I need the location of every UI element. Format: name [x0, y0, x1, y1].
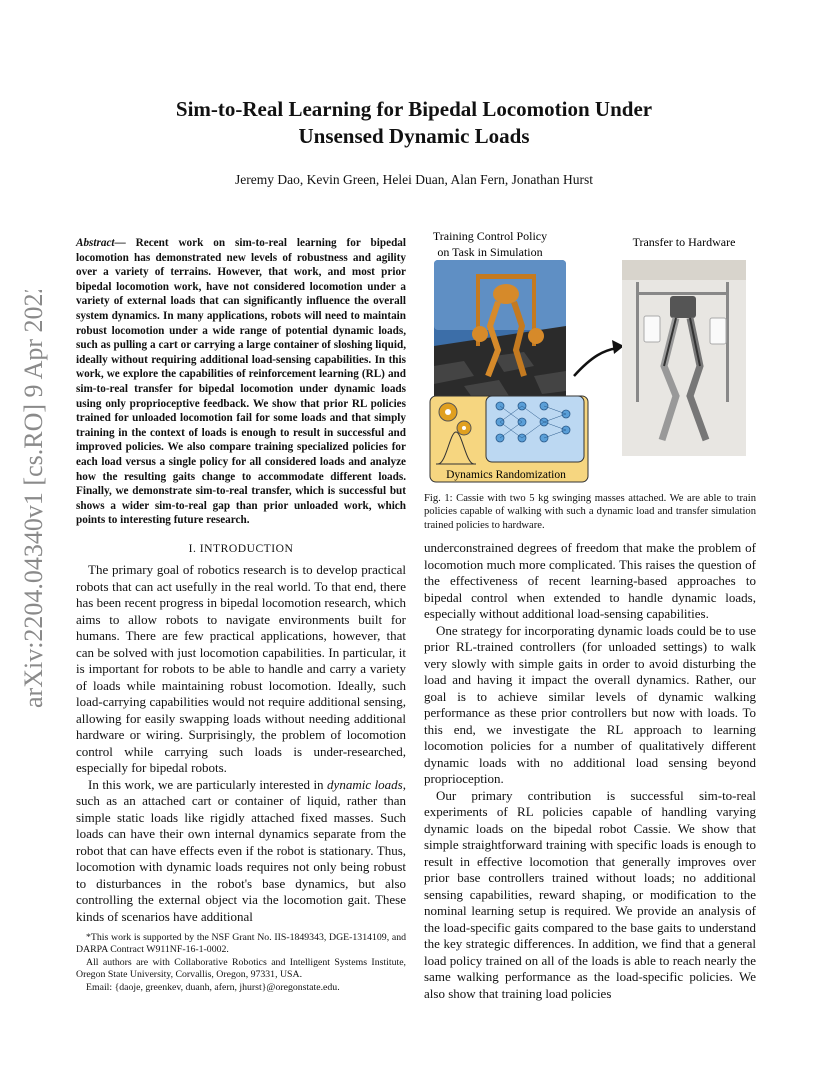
intro-p2-emphasis: dynamic loads [327, 776, 403, 792]
transfer-arrow-icon [574, 348, 618, 376]
intro-left-column [76, 562, 406, 925]
paper-title [100, 96, 728, 150]
footnotes [76, 932, 406, 994]
footnote-funding: *This work is supported by the NSF Grant No. IIS-1849343, DGE-1314109, and DARPA Contract W911NF-16-1-0002. [76, 932, 406, 956]
section-heading-introduction: I. INTRODUCTION [188, 542, 294, 555]
right-paragraph-continued: underconstrained degrees of freedom that make the problem of locomotion much more complicated. This raises the question of the effectiveness of recent learning-based approaches to bipedal control when extended to handle dynamic loads, especially without additional load-sensing capabilities. [424, 540, 756, 621]
figure-label-sim-1: Training Control Policy [432, 229, 548, 243]
simulation-render [434, 260, 566, 400]
figure-label-sim-2: on Task in Simulation [437, 245, 543, 259]
intro-right-column [424, 540, 756, 1002]
footnote-email: Email: {daoje, greenkev, duanh, afern, jhurst}@oregonstate.edu. [86, 981, 340, 993]
figure-label-dynamics-randomization: Dynamics Randomization [446, 469, 566, 481]
intro-p2-start: In this work, we are particularly interested in [88, 776, 328, 792]
arxiv-identifier-text: arXiv:2204.04340v1 [cs.RO] 9 Apr 2022 [19, 290, 48, 708]
right-paragraph-contribution: Our primary contribution is successful sim-to-real experiments of RL policies capable of handling varying dynamic loads on the bipedal robot Cassie. We show that simple straightforward training with specific loads is enough to result in effective locomotion that generally improves over prior base controllers trained without loads; no additional sensing capabilities, reward shaping, or modification to the nominal learning setup is required. We provide an analysis of the load-specific gaits compared to the base gaits to understand the key strategic differences. In addition, we find that a general load policy trained on all of the loads is able to reach nearly the same walking performance as the load-specific policies. We also show that training load policies [424, 787, 756, 1001]
arxiv-identifier [2, 290, 52, 710]
abstract-label: Abstract [76, 237, 115, 249]
title-line-2: Unsensed Dynamic Loads [298, 124, 530, 148]
intro-p2-end: , such as an attached cart or container of liquid, rather than simple static loads like rigidly attached fixed masses. Such loads can have their own internal dynamics separate from the robot that can have effects even if the robot is stationary. Thus, locomotion with dynamic loads requires not only being robust to disturbances in the robot's base dynamics, but also controlling the external object via the locomotion gait. These kinds of scenarios have additional [76, 776, 406, 924]
hardware-photo [622, 260, 746, 456]
figure-1-caption: Fig. 1: Cassie with two 5 kg swinging masses attached. We are able to train policies capable of walking with such a dynamic load and transfer simulation trained policies to hardware. [424, 493, 756, 531]
intro-paragraph-2 [76, 777, 406, 926]
abstract [76, 236, 406, 528]
abstract-text: — Recent work on sim-to-real learning for bipedal locomotion has demonstrated new levels of robustness and agility over a variety of terrains. However, that work, and most prior bipedal locomotion work, have not considered locomotion under a variety of external loads that can significantly influence the overall system dynamics. In many applications, robots will need to maintain robust locomotion under a wide range of potential dynamic loads, such as pulling a cart or carrying a large container of sloshing liquid, ideally without requiring additional load-sensing capabilities. In this work, we explore the capabilities of reinforcement learning (RL) and sim-to-real transfer for bipedal locomotion under dynamic loads using only proprioceptive feedback. We show that prior RL policies trained for unloaded locomotion fail for some loads and that simply training in the context of loads is enough to result in successful and improved policies. We also compare training specialized policies for each load versus a single policy for all considered loads and analyze how the resulting gaits change to accommodate different loads. Finally, we demonstrate sim-to-real transfer, which is successful but shows a wider sim-to-real gap than prior unloaded work, which points to interesting future research. [76, 237, 406, 527]
figure-1 [424, 226, 756, 490]
title-line-1: Sim-to-Real Learning for Bipedal Locomotion Under [175, 97, 653, 121]
dynamics-randomization-box [430, 396, 588, 482]
footnote-affiliation: All authors are with Collaborative Robotics and Intelligent Systems Institute, Oregon State University, Corvallis, Oregon, 97331, USA. [76, 956, 406, 981]
right-paragraph-strategy: One strategy for incorporating dynamic loads could be to use prior RL-trained controllers (for unloaded settings) to walk very slowly with simple gaits in order to avoid disturbing the load and having it impact the overall dynamics. Rather, our goal is to achieve similar levels of dynamic walking performance as these prior controllers but now with loads. To this end, we investigate the RL approach to learning locomotion policies for a number of qualitatively different dynamic loads with no additional load sensing beyond proprioception. [424, 622, 756, 786]
figure-label-hardware: Transfer to Hardware [632, 235, 736, 249]
author-list: Jeremy Dao, Kevin Green, Helei Duan, Alan Fern, Jonathan Hurst [234, 172, 594, 187]
intro-paragraph-1: The primary goal of robotics research is to develop practical robots that can act usefully in the real world. To that end, there has been recent progress in bipedal locomotion research, which aims to allow robots to navigate environments built for humans. There are few practical applications, however, that can be solved with just locomotion capabilities. In particular, it is important for robots to be able to handle and carry a variety of loads while maintaining robust locomotion. Ideally, such load-carrying capabilities would not require additional sensing, allowing for easily swapping loads without needing additional hardware or wiring. Surprisingly, the problem of locomotion control while carrying such loads is under-researched, especially for bipedal robots. [76, 562, 406, 775]
